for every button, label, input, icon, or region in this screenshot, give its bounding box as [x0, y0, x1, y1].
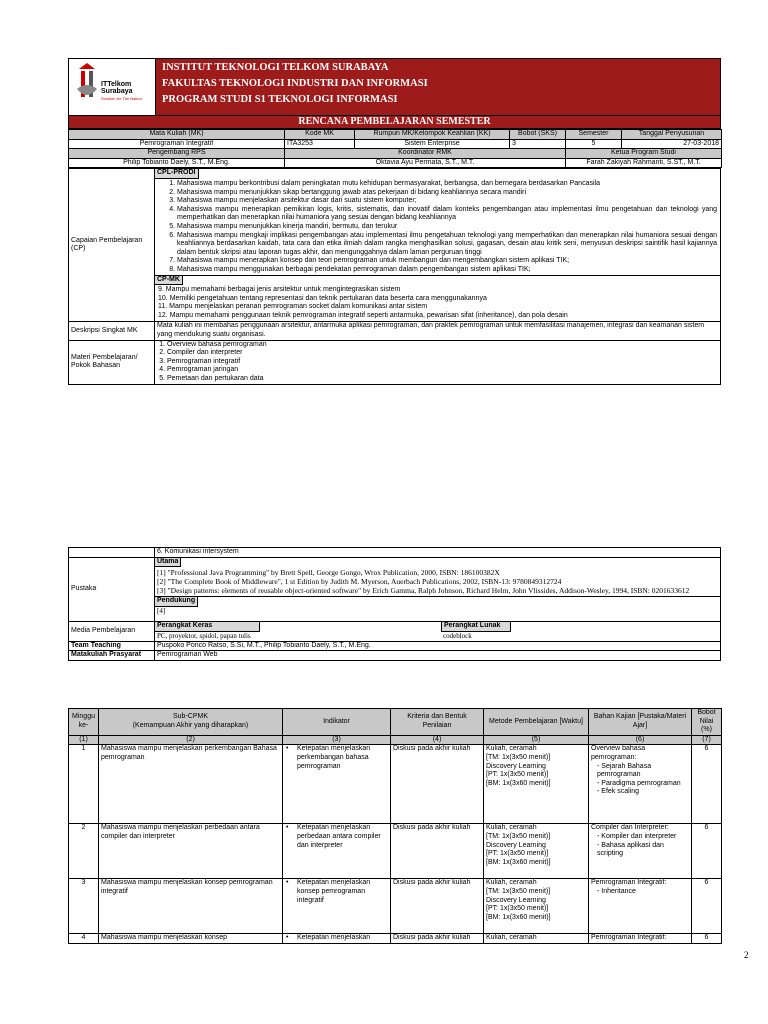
course-header-cell: Tanggal Penyusunan	[622, 130, 722, 140]
materi-list	[155, 341, 720, 384]
bahan-kajian: Pemrograman Integratif: - Inheritance	[589, 879, 692, 934]
pustaka-pendukung-title: Pendukung	[155, 597, 198, 607]
bahan-kajian: Compiler dan Interpreter: - Kompiler dan interpreter - Bahasa aplikasi dan scripting	[589, 824, 692, 879]
rps-page-2-section	[68, 547, 721, 661]
schedule-number-row	[69, 735, 722, 745]
column-number: (3)	[283, 735, 391, 745]
cpmk-item: 9. Mampu memahami berbagai jenis arsitektur untuk mengintegrasikan sistem	[158, 286, 401, 294]
cp-row	[69, 169, 721, 322]
schedule-header-cell: Bahan Kajian [Pustaka/Materi Ajar]	[589, 709, 692, 736]
indikator-item: • Ketepatan menjelaskan perkembangan bahasa pemrograman	[285, 745, 388, 771]
logo-city-text: Surabaya	[101, 88, 133, 95]
pustaka-item: [2] "The Complete Book of Middleware", 1 st Edition by Judith M. Myerson, Auerbach Publications, 2002, ISBN-13: 9780849312724	[157, 577, 562, 587]
indikator-item: • Ketepatan menjelaskan konsep pemrograman integratif	[285, 879, 388, 905]
deskripsi-text: Mata kuliah ini membahas penggunaan arsitektur, antarmuka aplikasi pemrograman, dan praktek pemrograman untuk memfasilitasi manajemen, integrasi dan keamanan sistem yang mendukung suatu organisasi.	[155, 322, 721, 340]
indikator-item: • Ketepatan menjelaskan perbedaan antara compiler dan interpreter	[285, 824, 388, 850]
course-header-cell: Rumpun MK/Kelompok Keahlian (KK)	[355, 130, 510, 140]
cpmk-title: CP-MK	[155, 276, 183, 286]
sub-cpmk: Mahasiswa mampu menjelaskan konsep pemrograman integratif	[99, 879, 283, 934]
cpmk-list	[155, 285, 720, 321]
column-number: (4)	[391, 735, 484, 745]
schedule-section	[68, 708, 721, 944]
course-value-row	[69, 139, 722, 149]
pustaka-pendukung-item: [4]	[157, 606, 166, 615]
materi-cont-row	[69, 548, 721, 558]
logo-main-text: ITTelkom	[101, 81, 132, 88]
materi-item: 2. Compiler dan interpreter	[167, 349, 720, 358]
kriteria: Diskusi pada akhir kuliah	[391, 879, 484, 934]
bobot: 6	[692, 745, 722, 824]
column-number: (5)	[484, 735, 589, 745]
deskripsi-row	[69, 322, 721, 340]
cpl-item: 2. Mahasiswa mampu menunjukkan sikap bertanggung jawab atas pekerjaan di bidang keahliannya secara mandiri	[177, 189, 717, 198]
hardware-value: PC, proyektor, spidol, papan tulis	[157, 631, 251, 640]
deskripsi-label: Deskripsi Singkat MK	[69, 322, 155, 340]
faculty-name: FAKULTAS TEKNOLOGI INDUSTRI DAN INFORMASI	[162, 78, 428, 89]
column-number: (7)	[692, 735, 722, 745]
bobot: 6	[692, 934, 722, 944]
pustaka-item: [3] "Design patterns: elements of reusable object-oriented software" by Erich Gamma, Ralph Johnson, Richard Helm, John Vlissides, Addison-Wesley, 1994, ISBN: 0201633612	[157, 586, 690, 596]
people-header-row	[69, 149, 722, 159]
metode: Kuliah, ceramah [TM: 1x(3x50 menit)] Discovery Learning [PT: 1x(3x50 menit)] [BM: 1x(3x60 menit)]	[484, 745, 589, 824]
rps-developer: Philip Tobianto Daely, S.T., M.Eng.	[69, 158, 285, 168]
people-value-row	[69, 158, 722, 168]
metode: Kuliah, ceramah	[484, 934, 589, 944]
program-head: Farah Zakiyah Rahmanti, S.ST., M.T.	[566, 158, 722, 168]
schedule-header-cell: Indikator	[283, 709, 391, 736]
cpl-item: 4. Mahasiswa mampu menerapkan pemikiran logis, kritis, sistematis, dan inovatif dalam konteks pengembangan atau implementasi ilmu pengetahuan dan teknologi yang memperhatikan dan menerapkan nilai humaniora yang sesuai dengan bidang keahliannya	[177, 206, 717, 223]
materi-item: 5. Pemetaan dan pertukaran data	[167, 375, 720, 384]
rps-page-1-section	[68, 58, 721, 385]
cpl-prodi-list	[155, 180, 717, 275]
cp-table	[68, 168, 721, 384]
bobot: 6	[692, 879, 722, 934]
prasyarat-row	[69, 651, 721, 661]
table-row	[69, 745, 722, 824]
cpmk-item: 12. Mampu memahami penggunaan teknik pemrograman integratif seperti antarmuka, pewarisan sifat (inheritance), dan pola desain	[158, 311, 568, 319]
schedule-table	[68, 708, 722, 944]
materi-item: 4. Pemrograman jaringan	[167, 366, 720, 375]
week-number: 4	[69, 934, 99, 944]
pustaka-row	[69, 557, 721, 622]
column-number: (1)	[69, 735, 99, 745]
materi-item: 3. Pemrograman integratif	[167, 358, 720, 367]
cpl-item: 7. Mahasiswa mampu menerapkan konsep dan teori pemrograman untuk membangun dan mengembangkan sistem aplikasi TIK;	[177, 257, 717, 266]
kriteria: Diskusi pada akhir kuliah	[391, 745, 484, 824]
sub-cpmk: Mahasiswa mampu menjelaskan perbedaan antara compiler dan interpreter	[99, 824, 283, 879]
team-label: Team Teaching	[69, 641, 155, 651]
pustaka-table	[68, 547, 721, 661]
prasyarat-value: Pemrograman Web	[155, 651, 721, 661]
week-number: 3	[69, 879, 99, 934]
metode: Kuliah, ceramah [TM: 1x(3x50 menit)] Discovery Learning [PT: 1x(3x50 menit)] [BM: 1x(3x60 menit)]	[484, 824, 589, 879]
course-header-cell: Mata Kuliah (MK)	[69, 130, 285, 140]
cpl-item: 5. Mahasiswa mampu menunjukkan kinerja mandiri, bermutu, dan terukur	[177, 223, 717, 232]
institution-header	[68, 58, 721, 116]
team-value: Puspoko Ponco Ratso, S.Si, M.T., Philip Tobianto Daely, S.T., M.Eng.	[155, 641, 721, 651]
kriteria: Diskusi pada akhir kuliah	[391, 824, 484, 879]
media-label: Media Pembelajaran	[69, 622, 155, 641]
materi-label: Materi Pembelajaran/ Pokok Bahasan	[69, 340, 155, 384]
table-row	[69, 879, 722, 934]
sub-cpmk: Mahasiswa mampu menjelaskan perkembangan Bahasa pemrograman	[99, 745, 283, 824]
materi-row	[69, 340, 721, 384]
pustaka-utama-title: Utama	[155, 558, 181, 568]
bahan-kajian: Pemrograman Integratif:	[589, 934, 692, 944]
pustaka-item: [1] "Professional Java Programming" by Brett Spell, George Gongo, Wrox Publication, 2000, ISBN: 186100382X	[157, 568, 500, 578]
table-row	[69, 824, 722, 879]
course-header-cell: Bobot (SKS)	[510, 130, 566, 140]
pustaka-label: Pustaka	[69, 557, 155, 622]
schedule-header-cell: Kriteria dan Bentuk Penilaian	[391, 709, 484, 736]
schedule-header-cell: Metode Pembelajaran [Waktu]	[484, 709, 589, 736]
rps-title: RENCANA PEMBELAJARAN SEMESTER	[68, 116, 721, 129]
people-header-cell: Ketua Program Studi	[566, 149, 722, 159]
bahan-kajian: Overview bahasa pemrograman: - Sejarah Bahasa pemrograman - Paradigma pemrograman - Efek scaling	[589, 745, 692, 824]
course-group: Sistem Enterprise	[355, 139, 510, 149]
metode: Kuliah, ceramah [TM: 1x(3x50 menit)] Discovery Learning [PT: 1x(3x50 menit)] [BM: 1x(3x60 menit)]	[484, 879, 589, 934]
materi-item-cont: 6. Komunikasi intersystem	[155, 548, 721, 558]
cpmk-item: 11. Mampu menjelaskan peranan pemrograman socket dalam komunikasi antar sistem	[158, 303, 428, 311]
people-header-cell: Pengembang RPS	[69, 149, 285, 159]
column-number: (6)	[589, 735, 692, 745]
cpl-item: 3. Mahasiswa mampu menjelaskan arsitektur dasar dari suatu sistem komputer;	[177, 197, 717, 206]
cpl-item: 8. Mahasiswa mampu menggunakan berbagai pendekatan pemrograman dalam pengembangan sistem aplikasi TIK;	[177, 266, 717, 275]
course-header-cell: Kode MK	[285, 130, 355, 140]
cpmk-item: 10. Memiliki pengetahuan tentang representasi dan teknik pertukaran data beserta cara menggunakannya	[158, 294, 487, 302]
bobot: 6	[692, 824, 722, 879]
cpl-item: 6. Mahasiswa mampu mengkaji implikasi pengembangan atau implementasi ilmu pengetahuan teknologi yang memperhatikan dan menerapkan nilai humaniora sesuai dengan keahliannya berdasarkan kaidah, tata cara dan etika ilmiah dalam rangka menghasilkan solusi, gagasan, desain atau kritik seni, menyusun deskripsi saintifik hasil kajiannya dalam bentuk skripsi atau laporan tugas akhir, dan mengunggahnya dalam laman perguruan tinggi	[177, 232, 717, 258]
people-header-cell: Koordinator RMK	[285, 149, 566, 159]
course-date: 27-03-2018	[622, 139, 722, 149]
course-header-cell: Semester	[566, 130, 622, 140]
logo-tagline: Solution for The Nation	[101, 96, 142, 101]
schedule-header-cell: Minggu ke-	[69, 709, 99, 736]
software-title: Perangkat Lunak	[441, 622, 511, 632]
institute-name: INSTITUT TEKNOLOGI TELKOM SURABAYA	[162, 62, 389, 73]
program-name: PROGRAM STUDI S1 TEKNOLOGI INFORMASI	[162, 94, 398, 105]
column-number: (2)	[99, 735, 283, 745]
kriteria: Diskusi pada akhir kuliah	[391, 934, 484, 944]
sub-cpmk: Mahasiswa mampu menjelaskan konsep	[99, 934, 283, 944]
course-name: Pemrograman Integratif	[69, 139, 285, 149]
cp-label: Capaian Pembelajaran (CP)	[69, 169, 155, 322]
schedule-header-cell: Sub-CPMK (Kemampuan Akhir yang diharapkan)	[99, 709, 283, 736]
week-number: 1	[69, 745, 99, 824]
team-row	[69, 641, 721, 651]
schedule-header-row	[69, 709, 722, 736]
week-number: 2	[69, 824, 99, 879]
table-row	[69, 934, 722, 944]
page-number: 2	[744, 950, 749, 960]
software-value: codeblock	[443, 631, 472, 640]
course-header-row	[69, 130, 722, 140]
cpl-prodi-title: CPL-PRODI	[155, 169, 199, 179]
indikator-item: • Ketepatan menjelaskan	[285, 934, 388, 943]
prasyarat-label: Matakuliah Prasyarat	[69, 651, 155, 661]
cpl-item: 1. Mahasiswa mampu berkontribusi dalam peningkatan mutu kehidupan bermasyarakat, berbangsa, dan bernegara berdasarkan Pancasila	[177, 180, 717, 189]
course-info-table	[68, 129, 722, 168]
schedule-header-cell: Bobot Nilai (%)	[692, 709, 722, 736]
materi-item: 1. Overview bahasa pemrograman	[167, 341, 720, 350]
media-row	[69, 622, 721, 641]
institution-logo	[69, 59, 156, 115]
hardware-title: Perangkat Keras	[155, 622, 260, 632]
course-semester: 5	[566, 139, 622, 149]
institution-titles	[156, 59, 720, 115]
rmk-coordinator: Oktavia Ayu Permata, S.T., M.T.	[285, 158, 566, 168]
pustaka-utama-list	[155, 567, 720, 596]
course-code: ITA3253	[285, 139, 355, 149]
course-credits: 3	[510, 139, 566, 149]
